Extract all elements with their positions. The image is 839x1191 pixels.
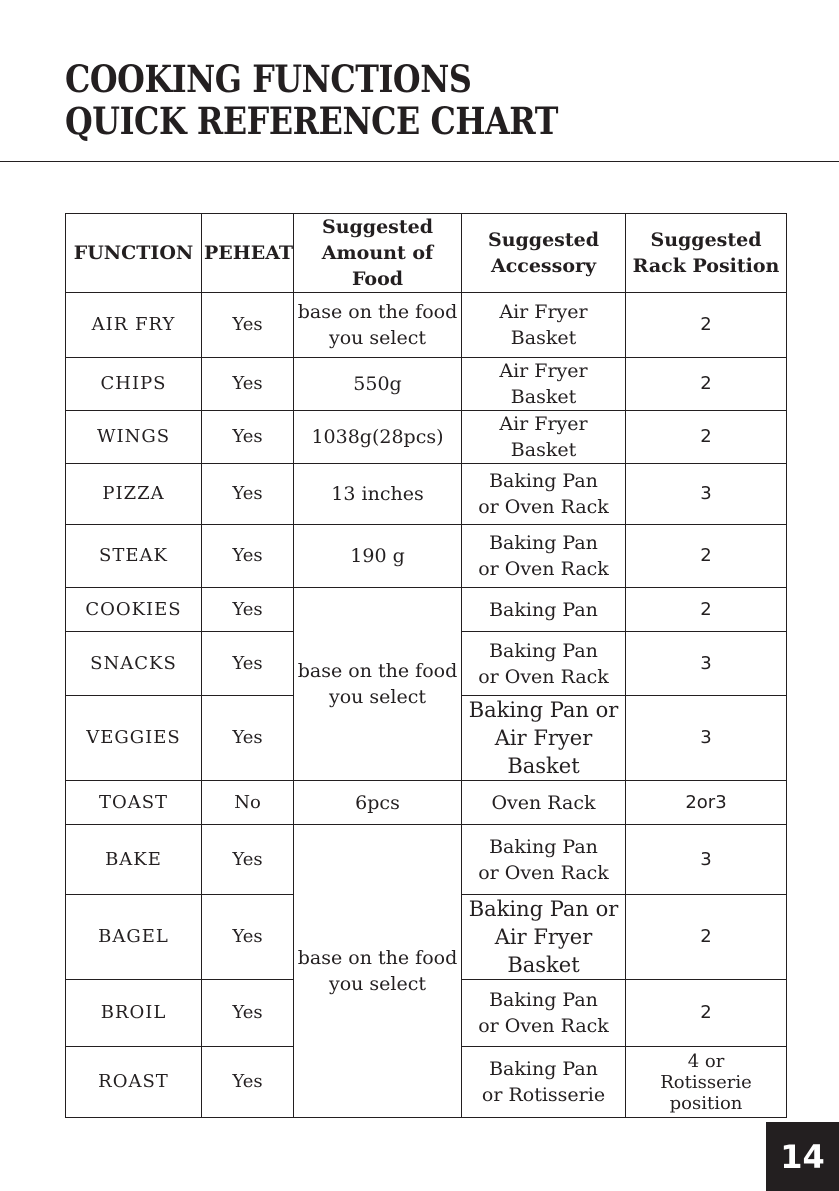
cell-accessory: Oven Rack: [462, 781, 626, 825]
cell-accessory: Baking Pan or Oven Rack: [462, 980, 626, 1047]
table-row: [66, 293, 787, 358]
table-row: [66, 781, 787, 825]
table-row: [66, 358, 787, 411]
cell-accessory: Baking Pan or Oven Rack: [462, 825, 626, 895]
cell-accessory: Baking Pan or Air Fryer Basket: [462, 696, 626, 781]
cell-preheat: Yes: [202, 696, 294, 781]
cell-preheat: Yes: [202, 588, 294, 632]
cell-preheat: Yes: [202, 825, 294, 895]
cell-amount-merged: base on the food you select: [294, 588, 462, 781]
cell-accessory: Air Fryer Basket: [462, 411, 626, 464]
cell-function: VEGGIES: [66, 696, 202, 781]
cell-amount: 1038g(28pcs): [294, 411, 462, 464]
cell-rack: 2: [626, 293, 787, 358]
cell-function: STEAK: [66, 525, 202, 588]
cell-accessory: Baking Pan or Oven Rack: [462, 464, 626, 525]
cell-function: SNACKS: [66, 632, 202, 696]
page-title: [65, 58, 558, 142]
cell-preheat: Yes: [202, 293, 294, 358]
cell-accessory: Air Fryer Basket: [462, 293, 626, 358]
cell-function: WINGS: [66, 411, 202, 464]
title-line-1: COOKING FUNCTIONS: [65, 57, 472, 101]
cell-rack: 3: [626, 464, 787, 525]
cell-amount: base on the food you select: [294, 293, 462, 358]
cell-preheat: Yes: [202, 525, 294, 588]
cell-function: BAGEL: [66, 895, 202, 980]
header-preheat: PEHEAT: [202, 214, 294, 293]
cell-preheat: Yes: [202, 358, 294, 411]
cell-accessory: Baking Pan or Air Fryer Basket: [462, 895, 626, 980]
cell-accessory: Baking Pan: [462, 588, 626, 632]
cell-amount: 190 g: [294, 525, 462, 588]
table-row: [66, 411, 787, 464]
cell-function: AIR FRY: [66, 293, 202, 358]
table-row: [66, 825, 787, 895]
cell-rack: 2: [626, 895, 787, 980]
cell-amount-merged: base on the food you select: [294, 825, 462, 1118]
header-function: FUNCTION: [66, 214, 202, 293]
header-amount: Suggested Amount of Food: [294, 214, 462, 293]
cell-preheat: Yes: [202, 632, 294, 696]
table-row: [66, 588, 787, 632]
cell-function: COOKIES: [66, 588, 202, 632]
title-line-2: QUICK REFERENCE CHART: [65, 99, 559, 143]
cell-accessory: Baking Pan or Rotisserie: [462, 1047, 626, 1118]
cell-rack: 4 or Rotisserie position: [626, 1047, 787, 1118]
cell-preheat: Yes: [202, 411, 294, 464]
cell-amount: 13 inches: [294, 464, 462, 525]
cell-preheat: No: [202, 781, 294, 825]
cell-function: BROIL: [66, 980, 202, 1047]
cell-preheat: Yes: [202, 464, 294, 525]
cell-function: BAKE: [66, 825, 202, 895]
header-rack: Suggested Rack Position: [626, 214, 787, 293]
title-divider: [0, 161, 839, 162]
table-row: [66, 464, 787, 525]
cell-function: ROAST: [66, 1047, 202, 1118]
cell-amount: 550g: [294, 358, 462, 411]
cell-rack: 3: [626, 825, 787, 895]
cell-rack: 2: [626, 588, 787, 632]
cell-preheat: Yes: [202, 980, 294, 1047]
page-number: 14: [780, 1137, 825, 1176]
cell-amount: 6pcs: [294, 781, 462, 825]
header-accessory: Suggested Accessory: [462, 214, 626, 293]
table-header-row: [66, 214, 787, 293]
cell-preheat: Yes: [202, 895, 294, 980]
cell-rack: 3: [626, 696, 787, 781]
cell-preheat: Yes: [202, 1047, 294, 1118]
cell-rack: 3: [626, 632, 787, 696]
cell-function: CHIPS: [66, 358, 202, 411]
cell-function: PIZZA: [66, 464, 202, 525]
cell-rack: 2: [626, 525, 787, 588]
cell-rack: 2or3: [626, 781, 787, 825]
cell-accessory: Air Fryer Basket: [462, 358, 626, 411]
table-row: [66, 525, 787, 588]
cell-rack: 2: [626, 411, 787, 464]
cell-function: TOAST: [66, 781, 202, 825]
cell-accessory: Baking Pan or Oven Rack: [462, 525, 626, 588]
cell-rack: 2: [626, 358, 787, 411]
page-number-badge: [766, 1122, 839, 1191]
reference-table: [65, 213, 787, 1118]
cell-rack: 2: [626, 980, 787, 1047]
cell-accessory: Baking Pan or Oven Rack: [462, 632, 626, 696]
